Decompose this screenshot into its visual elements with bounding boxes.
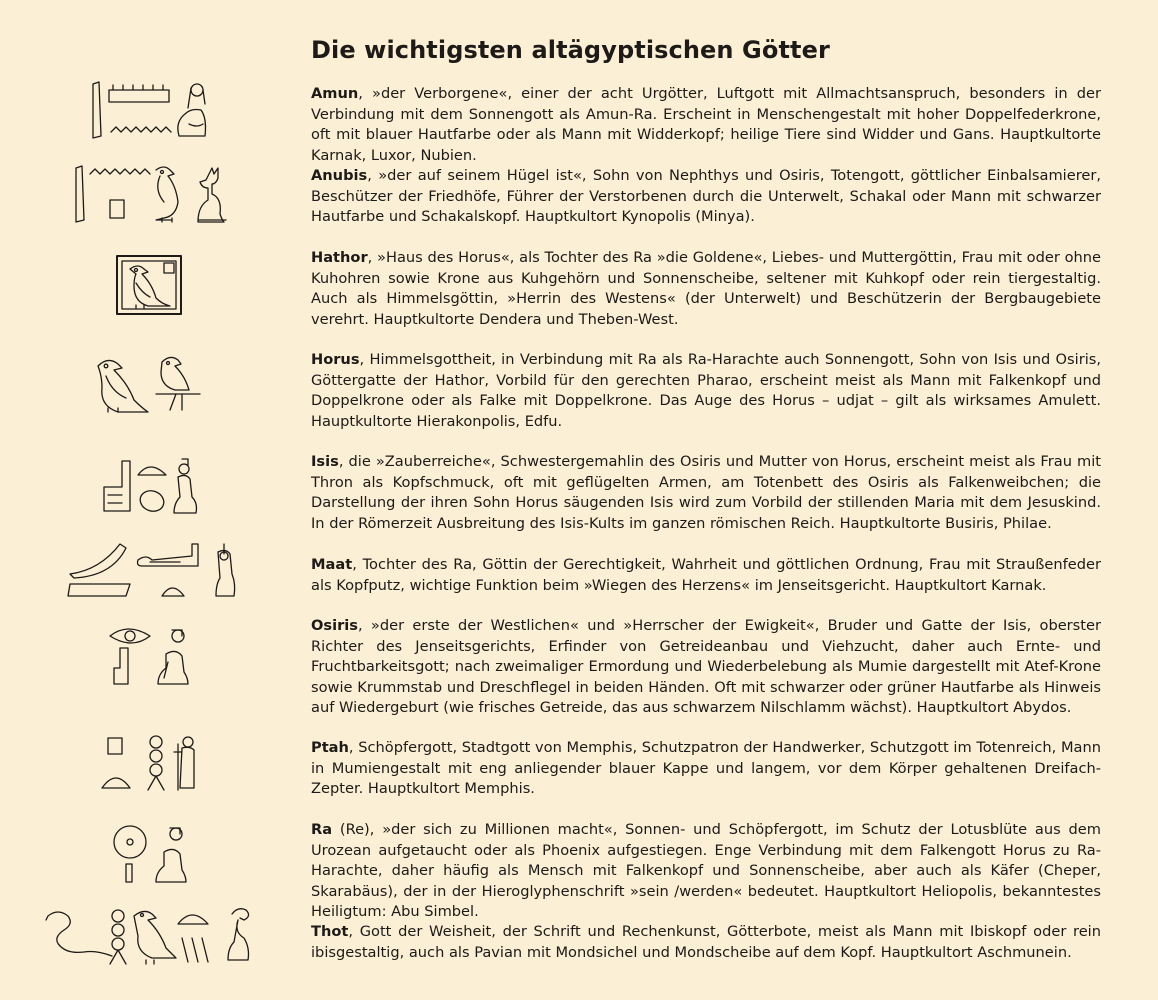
entry-ra	[311, 820, 1101, 923]
ptah-hieroglyph-icon	[98, 734, 204, 796]
entry-osiris	[311, 616, 1101, 719]
god-name: Ra	[311, 821, 333, 838]
god-name: Hathor	[311, 249, 368, 266]
god-description: (Re), »der sich zu Millionen macht«, Sonnen- und Schöpfergott, im Schutz der Lotusblüte aus dem Urozean aufgetaucht oder als Phoenix aufgestiegen. Enge Verbindung mit dem Falkengott Horus zu Ra-Harachte, daher häufig als Mensch mit Falkenkopf und Sonnenscheibe, aber auch als Käfer (Cheper, Skarabäus), der in der Hieroglyphenschrift »sein /werden« bedeutet. Hauptkultort Heliopolis, bekanntestes Heiligtum: Abu Simbel.	[311, 821, 1101, 920]
god-description: , »der auf seinem Hügel ist«, Sohn von Nephthys und Osiris, Totengott, göttlicher Einbalsamierer, Beschützer der Friedhöfe, Führer der Verstorbenen durch die Unterwelt, Schakal oder Mann mit schwarzer Hautfarbe und Schakalskopf. Hauptkultort Kynopolis (Minya).	[311, 167, 1101, 225]
entry-ptah	[311, 738, 1101, 800]
amun-hieroglyph-icon	[85, 78, 215, 142]
god-description: , »Haus des Horus«, als Tochter des Ra »die Goldene«, Liebes- und Muttergöttin, Frau mit oder ohne Kuhohren sowie Krone aus Kuhgehörn und Sonnenscheibe, seltener mit Kuhkopf oder rein tiergestaltig. Auch als Himmelsgöttin, »Herrin des Westens« (der Unterwelt) und Beschützerin der Bergbaugebiete verehrt. Hauptkultorte Dendera und Theben-West.	[311, 249, 1101, 328]
maat-hieroglyph-icon	[66, 538, 238, 602]
god-description: , die »Zauberreiche«, Schwestergemahlin des Osiris und Mutter von Horus, erscheint meist als Frau mit Thron als Kopfschmuck, oft mit geflügelten Armen, am Totenbett des Osiris als Falkenweibchen; die Darstellung der ihren Sohn Horus säugenden Isis wird zum Vorbild der stillenden Maria mit dem Jesuskind. In der Römerzeit Ausbreitung des Isis-Kults im ganzen römischen Reich. Hauptkultorte Busiris, Philae.	[311, 453, 1101, 532]
god-name: Osiris	[311, 617, 358, 634]
entry-amun	[311, 84, 1101, 166]
god-description: , Tochter des Ra, Göttin der Gerechtigkeit, Wahrheit und göttlichen Ordnung, Frau mit Straußenfeder als Kopfputz, wichtige Funktion beim »Wiegen des Herzens« im Jenseitsgericht. Hauptkultort Karnak.	[311, 556, 1101, 594]
god-name: Horus	[311, 351, 360, 368]
god-name: Thot	[311, 923, 349, 940]
god-description: , Himmelsgottheit, in Verbindung mit Ra als Ra-Harachte auch Sonnengott, Sohn von Isis und Osiris, Göttergatte der Hathor, Vorbild für den gerechten Pharao, erscheint meist als Mann mit Falkenkopf und Doppelkrone oder als Falke mit Doppelkrone. Das Auge des Horus – udjat – gilt als wirksames Amulett. Hauptkultorte Hierakonpolis, Edfu.	[311, 351, 1101, 430]
horus-hieroglyph-icon	[92, 352, 204, 416]
god-name: Anubis	[311, 167, 368, 184]
god-description: , »der Verborgene«, einer der acht Urgötter, Luftgott mit Allmachtsanspruch, besonders in der Verbindung mit dem Sonnengott als Amun-Ra. Erscheint in Menschengestalt mit hoher Doppelfederkrone, oft mit blauer Hautfarbe oder als Mann mit Widderkopf; heilige Tiere sind Widder und Gans. Hauptkultorte Karnak, Luxor, Nubien.	[311, 85, 1101, 164]
entry-isis	[311, 452, 1101, 534]
god-description: , Gott der Weisheit, der Schrift und Rechenkunst, Götterbote, meist als Mann mit Ibiskopf oder rein ibisgestaltig, auch als Pavian mit Mondsichel und Mondscheibe auf dem Kopf. Hauptkultort Aschmunein.	[311, 923, 1101, 961]
entry-maat	[311, 555, 1101, 596]
god-name: Amun	[311, 85, 359, 102]
osiris-hieroglyph-icon	[106, 626, 192, 690]
entry-hathor	[311, 248, 1101, 330]
entry-anubis	[311, 166, 1101, 228]
god-description: , Schöpfergott, Stadtgott von Memphis, Schutzpatron der Handwerker, Schutzgott im Totenreich, Mann in Mumiengestalt mit eng anliegender blauer Kappe und langem, vor dem Körper gehaltenen Dreifach-Zepter. Hauptkultort Memphis.	[311, 739, 1101, 797]
god-description: , »der erste der Westlichen« und »Herrscher der Ewigkeit«, Bruder und Gatte der Isis, oberster Richter des Jenseitsgerichts, Erfinder von Getreideanbau und Viehzucht, daher auch Ernte- und Fruchtbarkeitsgott; nach zweimaliger Ermordung und Wiederbelebung als Mumie dargestellt mit Atef-Krone sowie Krummstab und Dreschflegel in beiden Händen. Oft mit schwarzer oder grüner Hautfarbe als Hinweis auf Wiedergeburt (wie frisches Getreide, das aus schwarzem Nilschlamm wächst). Hauptkultort Abydos.	[311, 617, 1101, 716]
anubis-hieroglyph-icon	[72, 160, 232, 226]
ra-hieroglyph-icon	[110, 822, 190, 886]
entry-horus	[311, 350, 1101, 432]
hathor-hieroglyph-icon	[114, 253, 184, 317]
thot-hieroglyph-icon	[42, 904, 260, 968]
entry-thot	[311, 922, 1101, 963]
page-title: Die wichtigsten altägyptischen Götter	[311, 36, 830, 64]
god-name: Maat	[311, 556, 353, 573]
god-name: Isis	[311, 453, 339, 470]
isis-hieroglyph-icon	[98, 455, 198, 519]
god-name: Ptah	[311, 739, 349, 756]
